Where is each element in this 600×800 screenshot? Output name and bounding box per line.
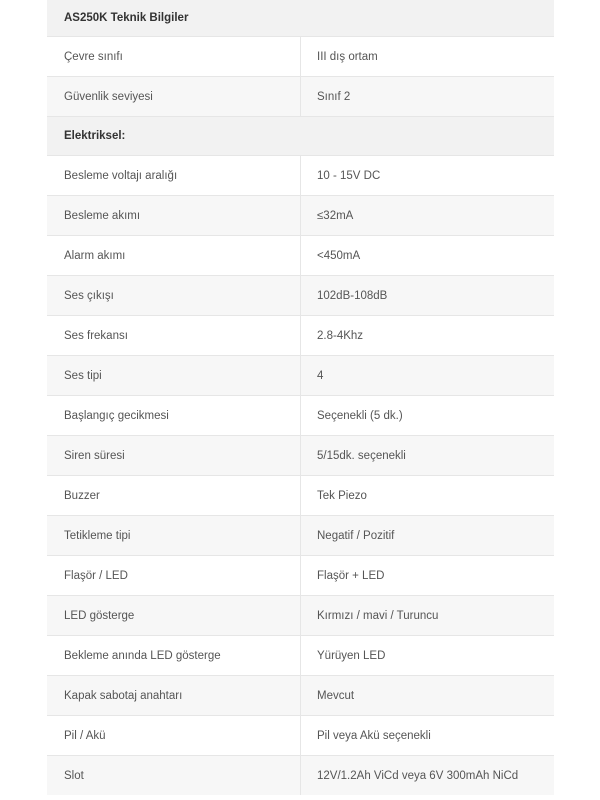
spec-label: Besleme voltajı aralığı [47, 156, 301, 196]
table-row [47, 37, 554, 77]
table-title: AS250K Teknik Bilgiler [47, 0, 554, 37]
spec-table [47, 0, 554, 795]
spec-value: <450mA [301, 236, 555, 276]
spec-label: Kapak sabotaj anahtarı [47, 676, 301, 716]
table-row [47, 516, 554, 556]
spec-label: Buzzer [47, 476, 301, 516]
spec-value: Mevcut [301, 676, 555, 716]
spec-value: III dış ortam [301, 37, 555, 77]
spec-label: Pil / Akü [47, 716, 301, 756]
spec-label: Besleme akımı [47, 196, 301, 236]
spec-value: Kırmızı / mavi / Turuncu [301, 596, 555, 636]
table-header-row [47, 0, 554, 37]
spec-value: Seçenekli (5 dk.) [301, 396, 555, 436]
spec-value: Pil veya Akü seçenekli [301, 716, 555, 756]
spec-value: Tek Piezo [301, 476, 555, 516]
table-row [47, 236, 554, 276]
spec-value: 10 - 15V DC [301, 156, 555, 196]
table-row [47, 596, 554, 636]
table-row [47, 636, 554, 676]
spec-value: 5/15dk. seçenekli [301, 436, 555, 476]
table-row [47, 676, 554, 716]
spec-value: Sınıf 2 [301, 77, 555, 117]
spec-label: Siren süresi [47, 436, 301, 476]
spec-label: Alarm akımı [47, 236, 301, 276]
table-row [47, 196, 554, 236]
spec-value: Negatif / Pozitif [301, 516, 555, 556]
table-row [47, 756, 554, 796]
spec-label: Bekleme anında LED gösterge [47, 636, 301, 676]
spec-value: 4 [301, 356, 555, 396]
spec-label: Ses tipi [47, 356, 301, 396]
table-row [47, 396, 554, 436]
spec-label: Güvenlik seviyesi [47, 77, 301, 117]
table-row [47, 316, 554, 356]
spec-label: Slot [47, 756, 301, 796]
table-row [47, 436, 554, 476]
spec-value: 102dB-108dB [301, 276, 555, 316]
table-row [47, 276, 554, 316]
spec-table-container [47, 0, 554, 795]
section-title: Elektriksel: [47, 117, 554, 156]
spec-label: LED gösterge [47, 596, 301, 636]
spec-value: ≤32mA [301, 196, 555, 236]
section-header-row [47, 117, 554, 156]
table-row [47, 77, 554, 117]
spec-label: Tetikleme tipi [47, 516, 301, 556]
spec-value: 12V/1.2Ah ViCd veya 6V 300mAh NiCd [301, 756, 555, 796]
spec-label: Flaşör / LED [47, 556, 301, 596]
spec-value: Yürüyen LED [301, 636, 555, 676]
spec-label: Çevre sınıfı [47, 37, 301, 77]
table-row [47, 716, 554, 756]
table-row [47, 476, 554, 516]
spec-label: Ses frekansı [47, 316, 301, 356]
spec-value: 2.8-4Khz [301, 316, 555, 356]
table-row [47, 356, 554, 396]
spec-value: Flaşör + LED [301, 556, 555, 596]
table-row [47, 156, 554, 196]
spec-label: Başlangıç gecikmesi [47, 396, 301, 436]
table-row [47, 556, 554, 596]
spec-label: Ses çıkışı [47, 276, 301, 316]
